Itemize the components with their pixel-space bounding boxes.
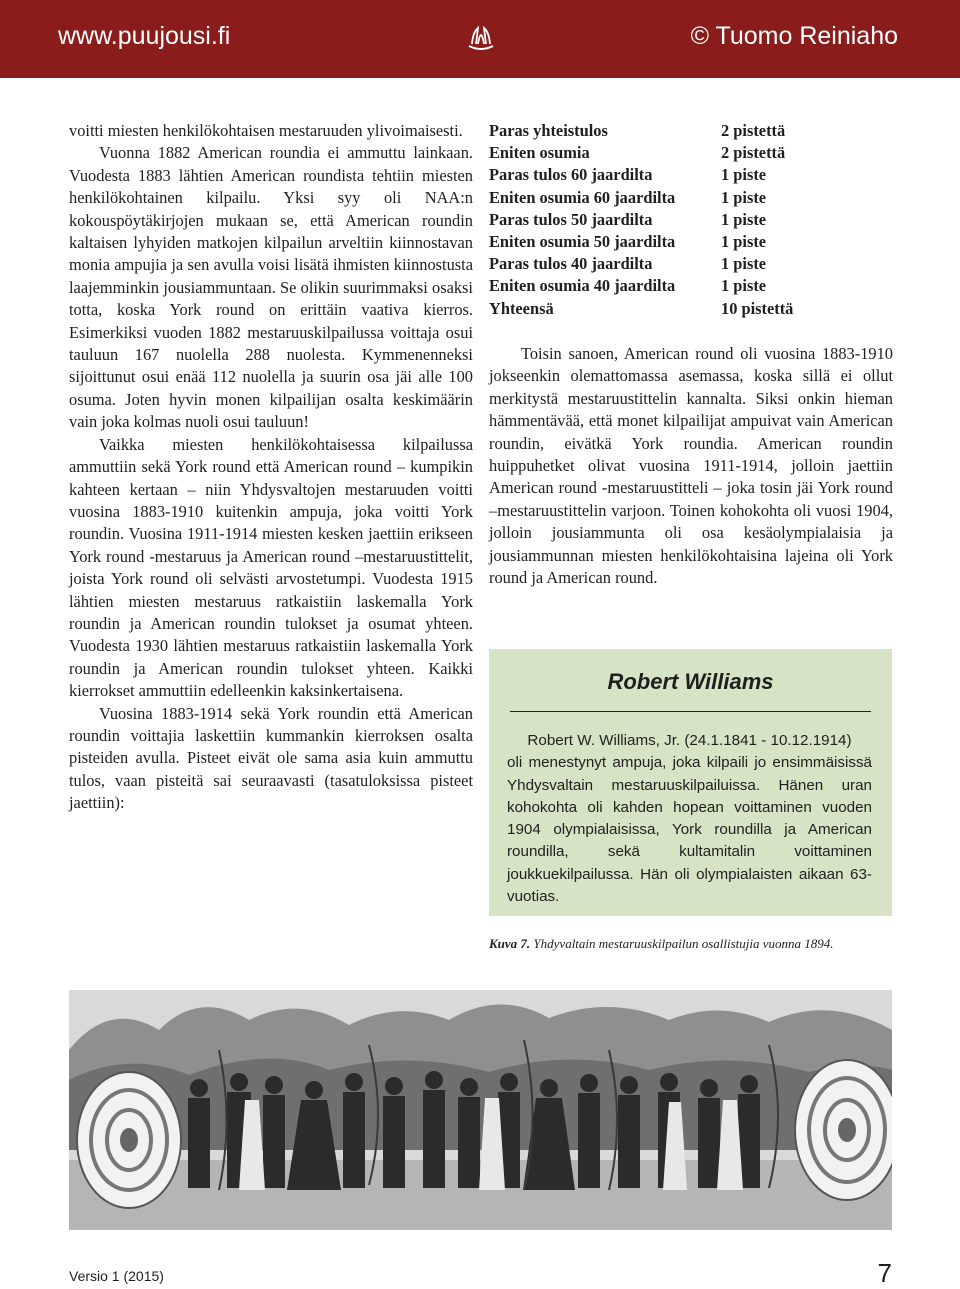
paragraph: Vuosina 1883-1914 sekä York roundin että American roundin voittajia laskettiin kummankin kierroksen osalta pisteiden avulla. Pisteet eivät ole sama asia kuin ammuttu tulos, vaan pisteitä sai seuraavasti (tasatuloksissa pisteet jaettiin): (69, 703, 473, 813)
biography-box (489, 649, 892, 916)
score-row (489, 187, 893, 209)
paragraph: Vuonna 1882 American roundia ei ammuttu lainkaan. Vuodesta 1883 lähtien American roundista tehtiin miesten henkilökohtainen kilpailu. Yksi syy oli NAA:n kokouspöytäkirjojen mukaan se, että American roundin kaltaisen lyhyiden matkojen kilpailun arveltiin kiinnostavan monia ampujia ja sen avulla voisi lisätä ihmisten kiinnostusta laajemminkin jousiammuntaan. Se olikin suurimmaksi osaksi totta, koska York round on erittäin vaativa kierros. Esimerkiksi vuoden 1882 mestaruuskilpailussa voittaja osui tauluun 167 nuolella 288 nuolesta. Kymmenenneksi sijoittunut osui enää 112 nuolella ja suurin osa jäi alle 100 osuma. Joten hyvin monen kilpailijan osalta keskimäärin vain joka kolmas nuoli osui tauluun! (69, 143, 473, 432)
score-label: Eniten osumia 40 jaardilta (489, 276, 676, 296)
score-points: 2 pistettä (721, 143, 786, 163)
score-points: 10 pistettä (721, 298, 794, 318)
caption-label: Kuva 7. (489, 936, 531, 951)
biography-text (507, 730, 872, 908)
left-column (69, 120, 473, 815)
score-label: Paras tulos 60 jaardilta (489, 165, 653, 185)
caption-text: Yhdyvaltain mestaruuskilpailun osallistujia vuonna 1894. (533, 936, 834, 951)
score-label: Paras yhteistulos (489, 121, 608, 140)
archers-photo (69, 990, 892, 1230)
score-label: Eniten osumia 60 jaardilta (489, 187, 676, 207)
score-row (489, 275, 893, 297)
score-row (489, 253, 893, 275)
score-row (489, 164, 893, 186)
score-label: Paras tulos 50 jaardilta (489, 209, 653, 229)
page-header (0, 0, 960, 78)
biography-body: oli menestynyt ampuja, joka kilpaili jo ensimmäisissä Yhdysvaltain mestaruuskilpailuissa. Hänen uran kohokohta oli kahden hopean voittaminen vuoden 1904 olympialaisissa, York roundilla ja American roundilla, sekä kultamitalin voittaminen joukkuekilpailussa. Hän oli olympialaisten aikaan 63-vuotias. (507, 754, 872, 906)
score-points: 1 piste (721, 209, 767, 229)
copyright: © Tuomo Reiniaho (690, 22, 898, 50)
score-points: 1 piste (721, 276, 767, 296)
biography-title: Robert Williams (607, 669, 774, 694)
page-number: 7 (877, 1258, 892, 1288)
right-column (489, 343, 893, 589)
score-label: Eniten osumia (489, 143, 590, 163)
score-table (489, 120, 893, 320)
score-points: 1 piste (721, 232, 767, 252)
score-label: Eniten osumia 50 jaardilta (489, 232, 676, 252)
score-row (489, 231, 893, 253)
paragraph: voitti miesten henkilökohtaisen mestaruuden ylivoimaisesti. (69, 121, 463, 140)
score-row (489, 298, 893, 320)
score-label: Paras tulos 40 jaardilta (489, 254, 653, 274)
score-row (489, 209, 893, 231)
archers-photo-illustration (69, 990, 892, 1230)
score-points: 2 pistettä (721, 121, 786, 140)
score-points: 1 piste (721, 254, 767, 274)
score-points: 1 piste (721, 187, 767, 207)
divider (510, 711, 871, 712)
score-label: Yhteensä (489, 298, 554, 318)
paragraph: Vaikka miesten henkilökohtaisessa kilpailussa ammuttiin sekä York round että American round – kumpikin kahteen kertaan – niin Yhdysvaltojen mestaruuden voitti vuosina 1883-1910 kuitenkin ampuja, joka voitti York roundin. Vuosina 1911-1914 miesten kesken jaettiin erikseen York round -mestaruus ja American round –mestaruustittelit, joista York round oli selvästi arvostetumpi. Vuodesta 1915 lähtien miesten mestaruus ratkaistiin laskemalla York roundin ja American roundin tulokset ja osumat yhteen. Vuodesta 1930 lähtien mestaruus ratkaistiin laskemalla York roundin ja American roundin tulokset yhteen. Kaikki kierrokset ammuttiin edelleenkin kaksinkertaisena. (69, 434, 473, 701)
site-url[interactable]: www.puujousi.fi (58, 22, 231, 50)
version-label: Versio 1 (2015) (69, 1268, 164, 1284)
paragraph: Toisin sanoen, American round oli vuosina 1883-1910 jokseenkin olemattomassa asemassa, koska sillä ei ollut merkitystä mestaruustittelin kannalta. Siksi onkin hieman hämmentävää, että monet kilpailijat ampuivat vain American roundin, eivätkä York roundia. American roundin huippuhetket olivat vuosina 1911-1914, jolloin jaettiin American round -mestaruustitteli – joka tosin jäi York round –mestaruustittelin varjoon. Toinen kohokohta oli vuosi 1904, jolloin jousiammunta oli osa kesäolympialaisia ja jousiammunnan miesten henkilökohtaisina lajeina oli York round ja American round. (489, 344, 893, 588)
score-points: 1 piste (721, 165, 767, 185)
score-row (489, 120, 893, 142)
biography-dates: Robert W. Williams, Jr. (24.1.1841 - 10.12.1914) (527, 732, 852, 749)
figure-caption (489, 936, 893, 952)
ornament-icon (466, 22, 496, 52)
score-row (489, 142, 893, 164)
